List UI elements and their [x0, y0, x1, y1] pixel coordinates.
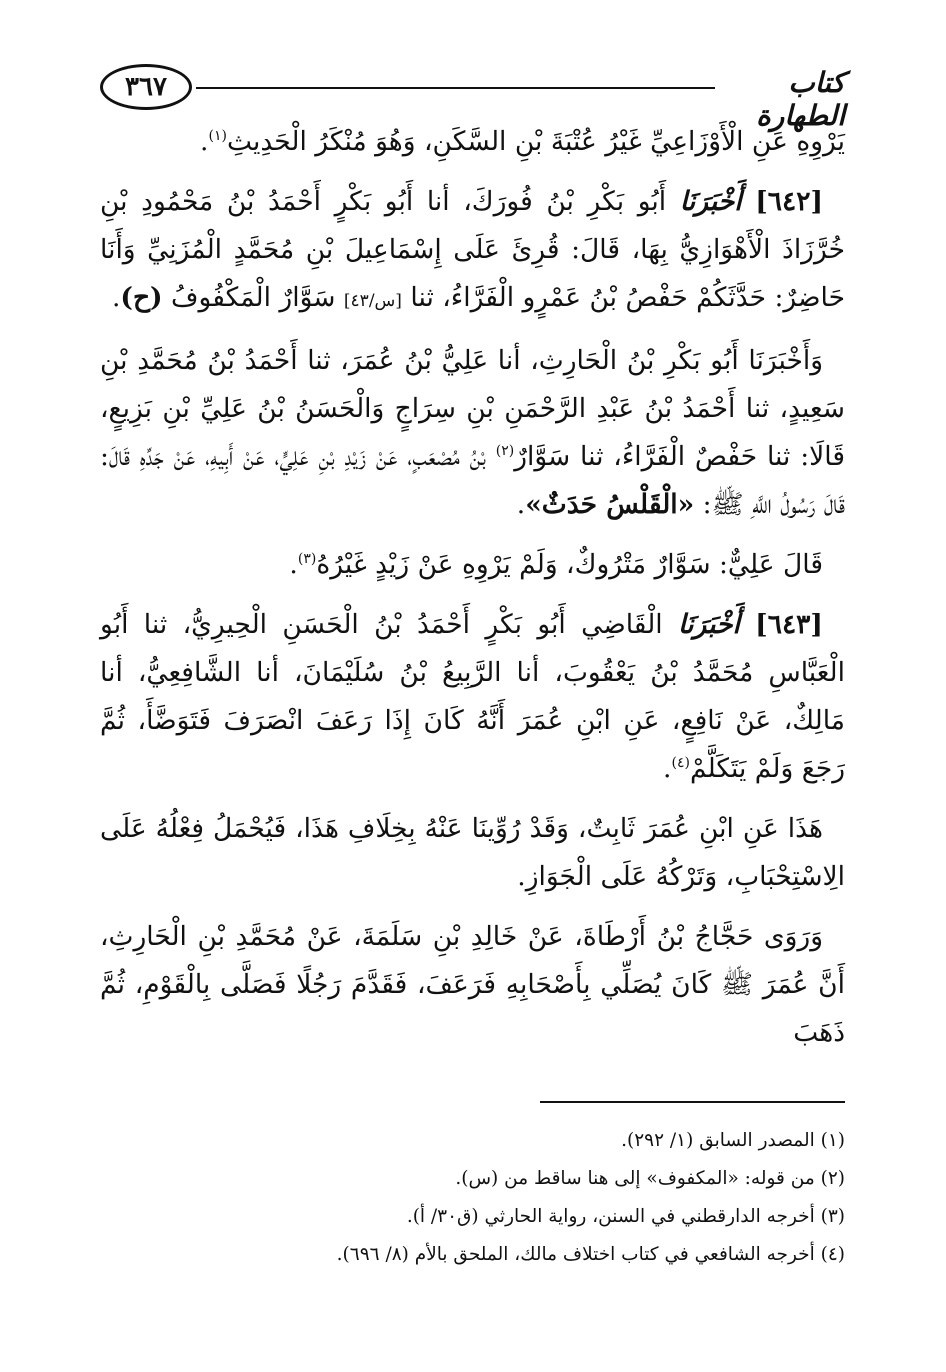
footnote-ref-1: (١): [208, 128, 227, 145]
paragraph-isnad: وَأَخْبَرَنَا أَبُو بَكْرِ بْنُ الْحَارِثِ، أنا عَلِيُّ بْنُ عُمَرَ، ثنا أَحْمَدُ بْنُ مُحَمَّدِ بْنِ سَعِيدٍ، ثنا أَحْمَدُ بْنُ عَبْدِ الرَّحْمَنِ بْنِ سِرَاجٍ وَالْحَسَنُ بْنُ عَلِيِّ بْنِ بَزِيعٍ، قَالَا: ثنا حَفْصٌ الْفَرَّاءُ، ثنا سَوَّارٌ$^{(٢)}$ بْنُ مُصْعَبٍ، عَنْ زَيْدِ بْنِ عَلِيٍّ، عَنْ أَبِيهِ، عَنْ جَدِّهِ قَالَ: قَالَ رَسُولُ اللَّهِ ﷺ: «الْقَلْسُ حَدَثٌ».: [100, 345, 845, 520]
hadith-643: [٦٤٣] أَخْبَرَنَا الْقَاضِي أَبُو بَكْرٍ أَحْمَدُ بْنُ الْحَسَنِ الْحِيرِيُّ، ثنا أَبُو الْعَبَّاسِ مُحَمَّدُ بْنُ يَعْقُوبَ، أنا الرَّبِيعُ بْنُ سُلَيْمَانَ، أنا الشَّافِعِيُّ، أنا مَالِكٌ، عَنْ نَافِعٍ، عَنِ ابْنِ عُمَرَ أَنَّهُ كَانَ إِذَا رَعَفَ انْصَرَفَ فَتَوَضَّأَ، ثُمَّ رَجَعَ وَلَمْ يَتَكَلَّمْ$^{(٤)}$.: [100, 609, 845, 784]
hadith-642: [٦٤٢] أَخْبَرَنَا أَبُو بَكْرِ بْنُ فُورَكَ، أنا أَبُو بَكْرٍ أَحْمَدُ بْنُ مَحْمُودِ بْنِ خُرَّزَاذَ الْأَهْوَازِيُّ بِهَا، قَالَ: قُرِئَ عَلَى إِسْمَاعِيلَ بْنِ مُحَمَّدٍ الْمُزَنِيِّ وَأَنَا حَاضِرٌ: حَدَّثَكُمْ حَفْصُ بْنُ عَمْرٍو الْفَرَّاءُ، ثنا [س/٤٣] سَوَّارٌ الْمَكْفُوفُ (ح).: [100, 186, 845, 313]
page-header: [100, 62, 845, 132]
footnote-ref-2: (٢): [495, 443, 515, 460]
paragraph-continuation: يَرْوِهِ عَنِ الْأَوْزَاعِيِّ غَيْرُ عُتْبَةَ بْنِ السَّكَنِ، وَهُوَ مُنْكَرُ الْحَدِيثِ$^{(١)}$.: [200, 126, 845, 157]
footnotes: [100, 1122, 845, 1274]
running-head: كتاب الطهارة: [756, 66, 845, 132]
footnote-4: (٤) أخرجه الشافعي في كتاب اختلاف مالك، الملحق بالأم (٨/ ٦٩٦).: [336, 1244, 845, 1265]
hadith-number: [٦٤٣]: [755, 609, 823, 640]
paragraph-comment: قَالَ عَلِيٌّ: سَوَّارٌ مَتْرُوكٌ، وَلَمْ يَرْوِهِ عَنْ زَيْدٍ غَيْرُهُ$^{(٣)}$.: [289, 549, 823, 580]
tahwil-mark: (ح): [120, 282, 163, 313]
paragraph-ruling: هَذَا عَنِ ابْنِ عُمَرَ ثَابِتٌ، وَقَدْ رُوِّينَا عَنْهُ بِخِلَافِ هَذَا، فَيُحْمَلُ فِعْلُهُ عَلَى الِاسْتِحْبَابِ، وَتَرْكُهُ عَلَى الْجَوَازِ.: [100, 813, 845, 892]
footnote-ref-4: (٤): [671, 755, 690, 772]
page-number: ٣٦٧: [100, 64, 192, 110]
hadith-matn: «الْقَلْسُ حَدَثٌ»: [525, 489, 695, 520]
footnote-2: (٢) من قوله: «المكفوف» إلى هنا ساقط من (س).: [455, 1168, 845, 1189]
header-rule: [196, 87, 715, 89]
paragraph-narration: وَرَوَى حَجَّاجُ بْنُ أَرْطَاةَ، عَنْ خَالِدِ بْنِ سَلَمَةَ، عَنْ مُحَمَّدِ بْنِ الْحَارِثِ، أَنَّ عُمَرَ ﷺ كَانَ يُصَلِّي بِأَصْحَابِهِ فَرَعَفَ، فَقَدَّمَ رَجُلًا فَصَلَّى بِالْقَوْمِ، ثُمَّ ذَهَبَ: [100, 921, 845, 1048]
hadith-keyword: أَخْبَرَنَا: [679, 186, 742, 217]
footnote-1: (١) المصدر السابق (١/ ٢٩٢).: [621, 1130, 845, 1151]
manuscript-siglum: [س/٤٣]: [343, 291, 402, 311]
footnote-ref-3: (٣): [297, 551, 317, 568]
hadith-keyword: أَخْبَرَنَا: [678, 609, 740, 640]
footnote-3: (٣) أخرجه الدارقطني في السنن، رواية الحارثي (ق٣٠/ أ).: [406, 1206, 845, 1227]
footnote-rule: [540, 1101, 845, 1103]
main-text: [100, 118, 845, 1069]
hadith-number: [٦٤٢]: [755, 186, 823, 217]
